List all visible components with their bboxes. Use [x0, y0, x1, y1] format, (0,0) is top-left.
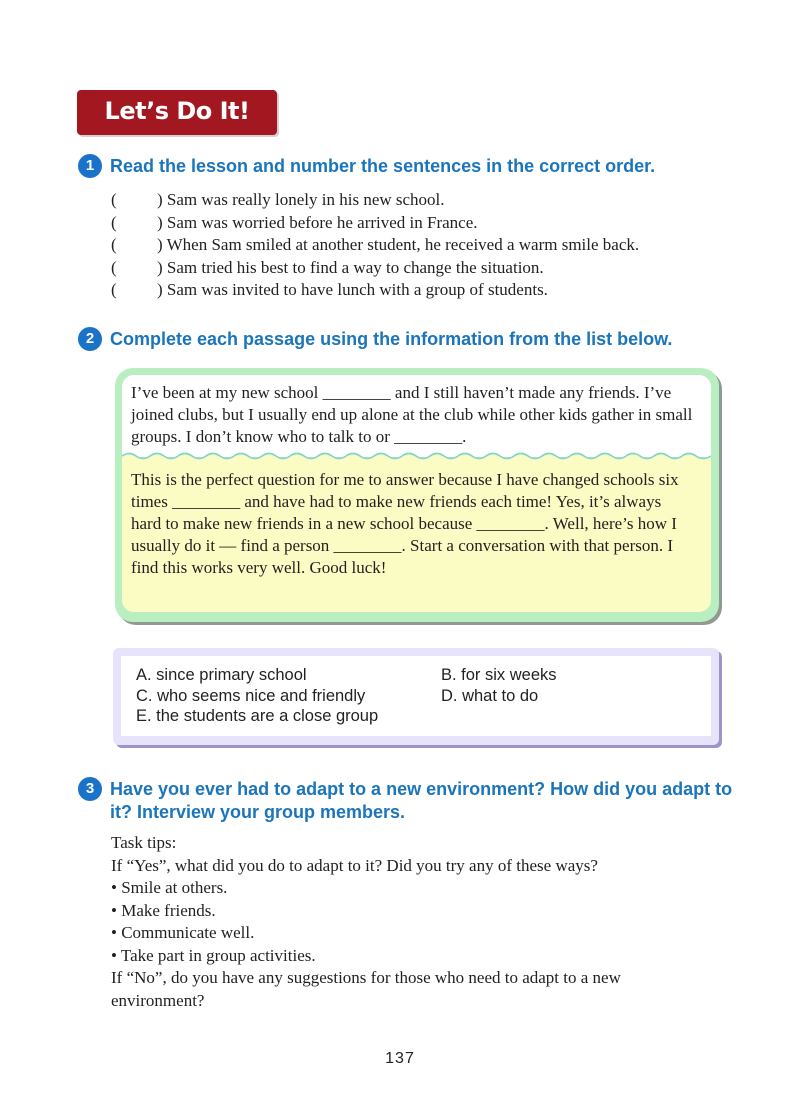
- list-item: [111, 279, 639, 302]
- list-item: [111, 189, 639, 212]
- option-c: C. who seems nice and friendly: [136, 686, 366, 705]
- tips-heading: Task tips:: [111, 833, 177, 852]
- passage-answer: This is the perfect question for me to answer because I have changed schools six times ________ and have had to make new friends each time! Yes, it’s always hard to make new friends in a new school because ________. Well, here’s how I usually do it — find a person ________. Start a conversation with that person. I find this works very well. Good luck!: [131, 470, 679, 577]
- answer-blank[interactable]: (: [111, 190, 117, 209]
- sentence-text: ) Sam was invited to have lunch with a group of students.: [157, 280, 548, 299]
- no-prompt-line-2: environment?: [111, 990, 205, 1010]
- answer-blank[interactable]: (: [111, 280, 117, 299]
- section-2-title: Complete each passage using the information from the list below.: [110, 329, 673, 349]
- list-item: • Make friends.: [111, 900, 216, 920]
- answer-blank[interactable]: (: [111, 212, 117, 232]
- sentence-text: ) Sam was really lonely in his new school.: [157, 190, 445, 209]
- section-1-number: 1: [78, 154, 102, 178]
- list-item: [111, 234, 639, 257]
- option-a: A. since primary school: [136, 666, 307, 684]
- list-item: • Smile at others.: [111, 878, 228, 897]
- passage-question: I’ve been at my new school ________ and I still haven’t made any friends. I’ve joined clubs, but I usually end up alone at the club while other kids gather in small groups. I don’t know who to talk to or ________.: [131, 383, 693, 446]
- banner-title: Let’s Do It!: [104, 97, 250, 125]
- section-1-title: Read the lesson and number the sentences in the correct order.: [110, 156, 656, 176]
- list-item: [111, 212, 639, 235]
- section-2-number: 2: [78, 327, 102, 351]
- sentence-text: ) Sam tried his best to find a way to change the situation.: [157, 257, 544, 277]
- list-item: • Communicate well.: [111, 923, 255, 942]
- list-item: • Take part in group activities.: [111, 945, 316, 965]
- ordering-list: [111, 189, 639, 302]
- sentence-text: ) Sam was worried before he arrived in France.: [157, 212, 478, 232]
- yes-prompt: If “Yes”, what did you do to adapt to it? Did you try any of these ways?: [111, 855, 598, 875]
- option-b: B. for six weeks: [441, 666, 557, 684]
- wave-divider: [122, 450, 711, 466]
- page-number: 137: [385, 1050, 415, 1067]
- section-3-number: 3: [78, 777, 102, 801]
- option-d: D. what to do: [441, 686, 539, 705]
- option-e: E. the students are a close group: [136, 707, 379, 725]
- section-3-title: Have you ever had to adapt to a new environment? How did you adapt to it? Interview your group members.: [110, 779, 733, 822]
- answer-blank[interactable]: (: [111, 235, 117, 254]
- lets-do-it-banner: [77, 90, 277, 135]
- task-tips: [111, 832, 711, 1012]
- sentence-text: ) When Sam smiled at another student, he received a warm smile back.: [157, 235, 640, 254]
- no-prompt-line-1: If “No”, do you have any suggestions for those who need to adapt to a new: [111, 968, 621, 987]
- answer-blank[interactable]: (: [111, 257, 117, 277]
- list-item: [111, 257, 639, 280]
